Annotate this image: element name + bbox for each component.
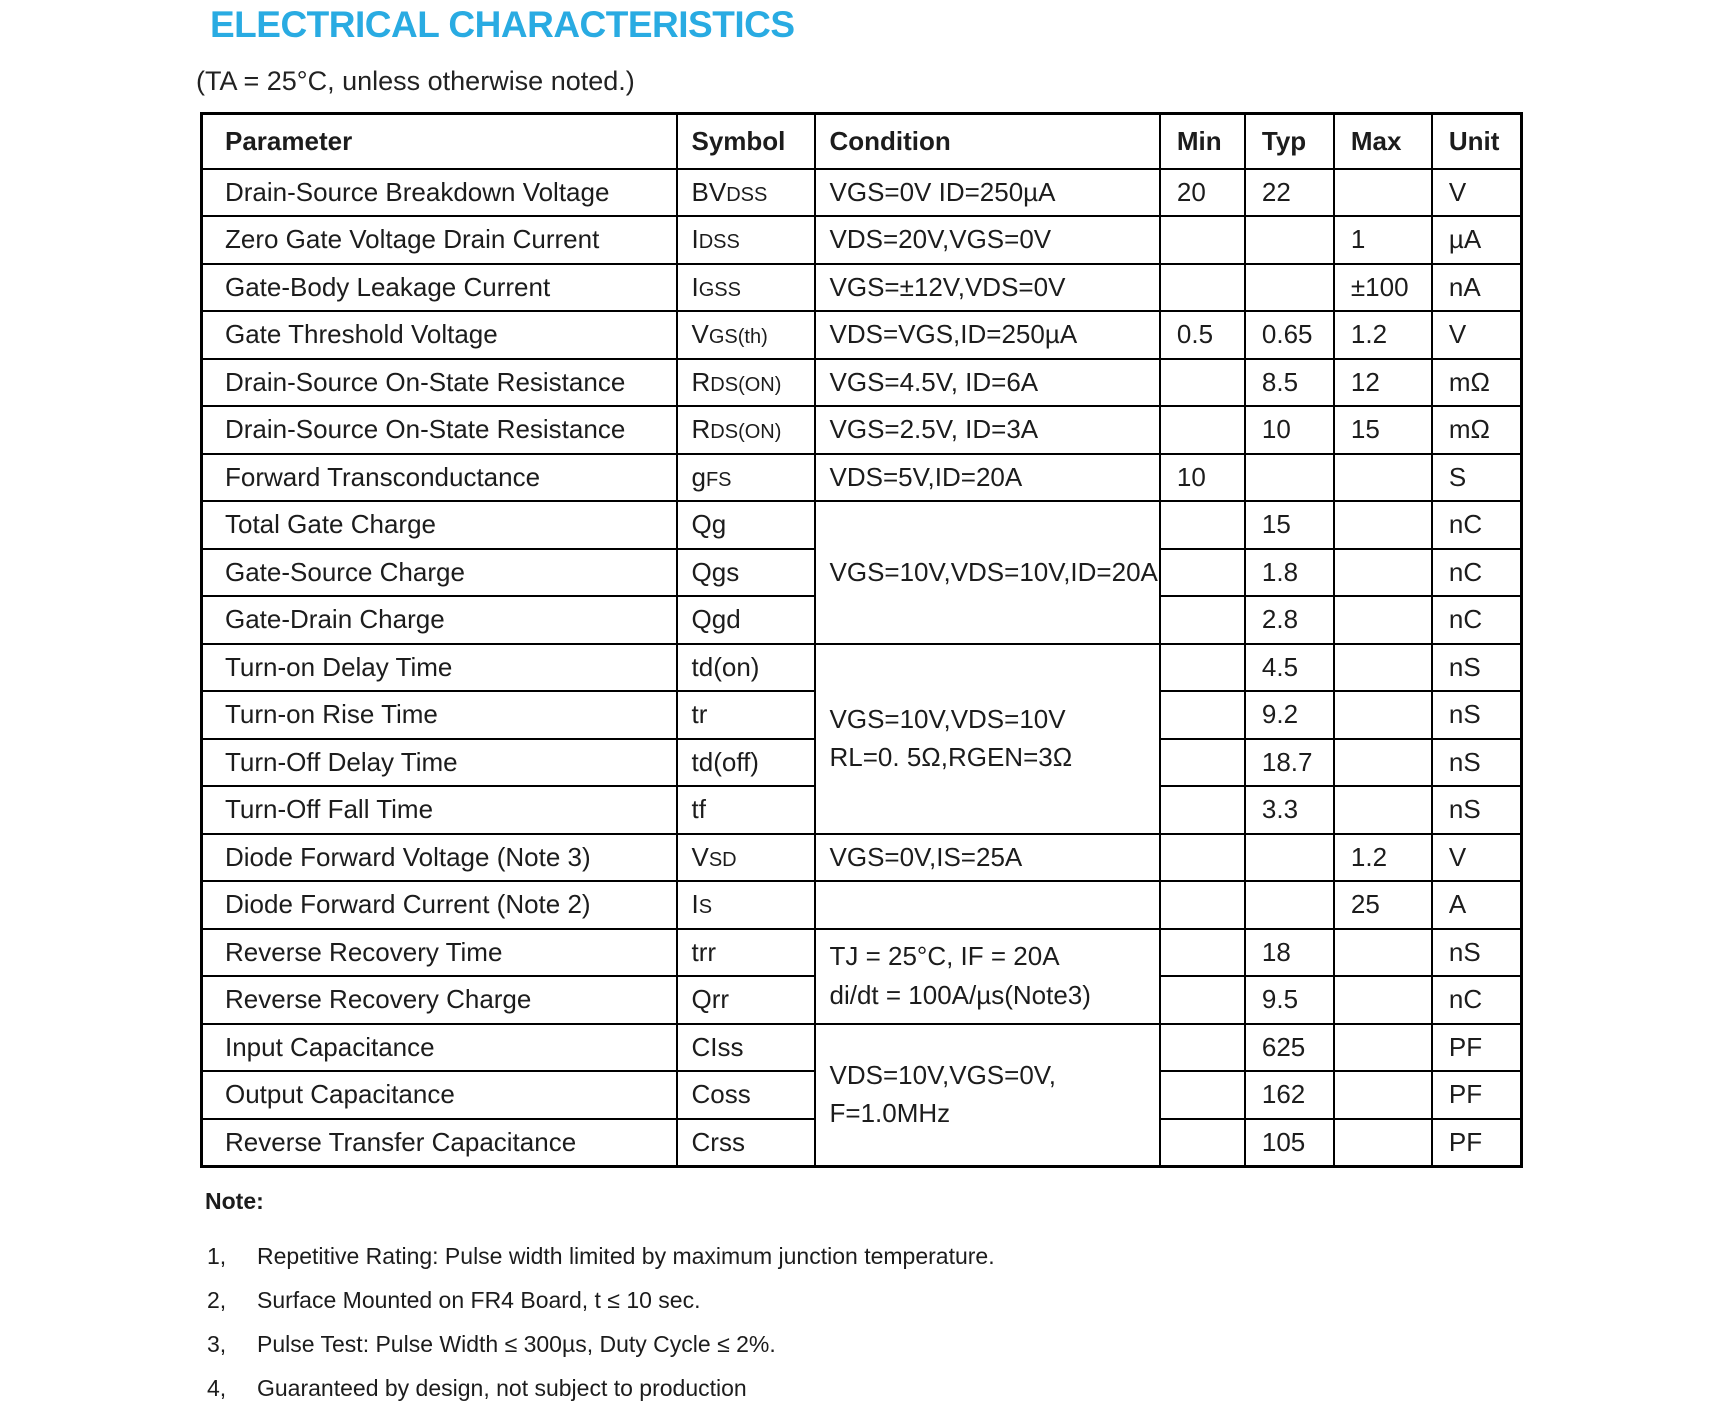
- typ-cell: 625: [1245, 1024, 1334, 1072]
- condition-cell: [815, 406, 1160, 454]
- condition-line: VGS=±12V,VDS=0V: [829, 271, 1066, 302]
- symbol-main: C: [691, 1126, 711, 1157]
- symbol-sub: rr: [698, 936, 717, 967]
- symbol-cell: [677, 1024, 815, 1072]
- max-cell: [1334, 644, 1432, 692]
- condition-cell: [815, 929, 1160, 1024]
- parameter-cell: Gate-Drain Charge: [202, 596, 677, 644]
- unit-cell: mΩ: [1432, 406, 1522, 454]
- col-header-min: Min: [1160, 114, 1245, 169]
- min-cell: [1160, 1071, 1245, 1119]
- min-cell: [1160, 644, 1245, 692]
- condition-cell: [815, 359, 1160, 407]
- symbol-cell: [677, 359, 815, 407]
- min-cell: [1160, 359, 1245, 407]
- condition-cell: [815, 216, 1160, 264]
- condition-line: VGS=4.5V, ID=6A: [829, 366, 1039, 397]
- condition-line: TJ = 25°C, IF = 20A: [829, 941, 1060, 972]
- typ-cell: 9.2: [1245, 691, 1334, 739]
- parameter-cell: Turn-on Delay Time: [202, 644, 677, 692]
- unit-cell: V: [1432, 169, 1522, 217]
- symbol-sub: SD: [708, 848, 737, 871]
- unit-cell: V: [1432, 311, 1522, 359]
- parameter-cell: Drain-Source On-State Resistance: [202, 359, 677, 407]
- unit-cell: nC: [1432, 549, 1522, 597]
- symbol-main: Q: [691, 604, 712, 635]
- max-cell: 25: [1334, 881, 1432, 929]
- max-cell: [1334, 1119, 1432, 1167]
- table-row: [202, 501, 1522, 549]
- min-cell: [1160, 549, 1245, 597]
- typ-cell: 15: [1245, 501, 1334, 549]
- max-cell: [1334, 1024, 1432, 1072]
- parameter-cell: Diode Forward Voltage (Note 3): [202, 834, 677, 882]
- typ-cell: [1245, 216, 1334, 264]
- parameter-cell: Drain-Source Breakdown Voltage: [202, 169, 677, 217]
- min-cell: [1160, 834, 1245, 882]
- note-item: [205, 1287, 1605, 1314]
- unit-cell: PF: [1432, 1071, 1522, 1119]
- condition-line: VGS=10V,VDS=10V: [829, 703, 1066, 734]
- parameter-cell: Reverse Transfer Capacitance: [202, 1119, 677, 1167]
- condition-cell: [815, 501, 1160, 644]
- condition-cell: [815, 644, 1160, 834]
- typ-cell: 10: [1245, 406, 1334, 454]
- symbol-sub: r: [698, 699, 708, 730]
- parameter-cell: Reverse Recovery Time: [202, 929, 677, 977]
- unit-cell: nS: [1432, 644, 1522, 692]
- note-text: Surface Mounted on FR4 Board, t ≤ 10 sec.: [257, 1287, 701, 1313]
- max-cell: 1.2: [1334, 834, 1432, 882]
- max-cell: [1334, 976, 1432, 1024]
- symbol-cell: [677, 596, 815, 644]
- min-cell: [1160, 596, 1245, 644]
- symbol-sub: gs: [711, 556, 740, 587]
- symbol-main: R: [691, 366, 711, 397]
- typ-cell: [1245, 834, 1334, 882]
- unit-cell: V: [1432, 834, 1522, 882]
- symbol-sub: d(off): [698, 746, 759, 777]
- symbol-cell: [677, 1119, 815, 1167]
- table-row: [202, 169, 1522, 217]
- min-cell: [1160, 216, 1245, 264]
- typ-cell: 18: [1245, 929, 1334, 977]
- note-item: [205, 1331, 1605, 1358]
- typ-cell: 8.5: [1245, 359, 1334, 407]
- max-cell: ±100: [1334, 264, 1432, 312]
- unit-cell: nS: [1432, 691, 1522, 739]
- parameter-cell: Turn-on Rise Time: [202, 691, 677, 739]
- symbol-main: C: [691, 1031, 711, 1062]
- symbol-main: I: [691, 271, 699, 302]
- max-cell: [1334, 1071, 1432, 1119]
- min-cell: [1160, 501, 1245, 549]
- min-cell: [1160, 929, 1245, 977]
- condition-line: VDS=VGS,ID=250µA: [829, 319, 1078, 350]
- symbol-sub: DS(ON): [710, 373, 782, 396]
- symbol-cell: [677, 501, 815, 549]
- symbol-main: Q: [691, 984, 712, 1015]
- condition-cell: [815, 311, 1160, 359]
- typ-cell: [1245, 881, 1334, 929]
- unit-cell: S: [1432, 454, 1522, 502]
- min-cell: [1160, 406, 1245, 454]
- symbol-sub: d(on): [698, 651, 760, 682]
- max-cell: [1334, 929, 1432, 977]
- symbol-sub: GS(th): [708, 326, 768, 349]
- symbol-sub: GSS: [698, 278, 741, 301]
- parameter-cell: Turn-Off Fall Time: [202, 786, 677, 834]
- typ-cell: 162: [1245, 1071, 1334, 1119]
- condition-line: F=1.0MHz: [829, 1098, 951, 1128]
- max-cell: [1334, 691, 1432, 739]
- symbol-main: t: [691, 794, 699, 825]
- symbol-sub: gd: [711, 604, 741, 635]
- symbol-cell: [677, 169, 815, 217]
- parameter-cell: Total Gate Charge: [202, 501, 677, 549]
- max-cell: [1334, 454, 1432, 502]
- note-number: 2,: [207, 1287, 227, 1313]
- max-cell: [1334, 501, 1432, 549]
- symbol-sub: Iss: [710, 1031, 744, 1062]
- symbol-cell: [677, 216, 815, 264]
- condition-cell: [815, 834, 1160, 882]
- min-cell: [1160, 1024, 1245, 1072]
- typ-cell: [1245, 454, 1334, 502]
- condition-cell: [815, 881, 1160, 929]
- col-header-parameter: Parameter: [202, 114, 677, 169]
- table-row: [202, 834, 1522, 882]
- unit-cell: nS: [1432, 929, 1522, 977]
- symbol-cell: [677, 311, 815, 359]
- parameter-cell: Zero Gate Voltage Drain Current: [202, 216, 677, 264]
- min-cell: [1160, 1119, 1245, 1167]
- unit-cell: nS: [1432, 786, 1522, 834]
- table-row: [202, 1024, 1522, 1072]
- symbol-main: V: [691, 841, 709, 872]
- parameter-cell: Turn-Off Delay Time: [202, 739, 677, 787]
- condition-line: VGS=0V,IS=25A: [829, 841, 1023, 872]
- symbol-cell: [677, 881, 815, 929]
- condition-cell: [815, 1024, 1160, 1167]
- parameter-cell: Gate-Body Leakage Current: [202, 264, 677, 312]
- parameter-cell: Drain-Source On-State Resistance: [202, 406, 677, 454]
- symbol-cell: [677, 691, 815, 739]
- typ-cell: 22: [1245, 169, 1334, 217]
- parameter-cell: Gate-Source Charge: [202, 549, 677, 597]
- min-cell: 10: [1160, 454, 1245, 502]
- max-cell: 12: [1334, 359, 1432, 407]
- symbol-sub: g: [711, 509, 727, 540]
- symbol-cell: [677, 264, 815, 312]
- typ-cell: 9.5: [1245, 976, 1334, 1024]
- parameter-cell: Output Capacitance: [202, 1071, 677, 1119]
- condition-line: VGS=2.5V, ID=3A: [829, 414, 1039, 445]
- symbol-cell: [677, 644, 815, 692]
- condition-line: di/dt = 100A/µs(Note3): [829, 979, 1091, 1010]
- min-cell: 0.5: [1160, 311, 1245, 359]
- page-title: ELECTRICAL CHARACTERISTICS: [210, 4, 795, 45]
- min-cell: [1160, 976, 1245, 1024]
- unit-cell: PF: [1432, 1119, 1522, 1167]
- symbol-sub: oss: [710, 1079, 751, 1110]
- symbol-main: Q: [691, 509, 712, 540]
- parameter-cell: Reverse Recovery Charge: [202, 976, 677, 1024]
- note-item: [205, 1243, 1605, 1270]
- max-cell: [1334, 786, 1432, 834]
- symbol-sub: DS(ON): [710, 421, 782, 444]
- max-cell: 1.2: [1334, 311, 1432, 359]
- symbol-main: Q: [691, 556, 712, 587]
- max-cell: [1334, 169, 1432, 217]
- symbol-main: I: [691, 889, 699, 920]
- symbol-sub: rr: [711, 984, 730, 1015]
- table-row: [202, 929, 1522, 977]
- parameter-cell: Forward Transconductance: [202, 454, 677, 502]
- condition-line: VGS=0V ID=250µA: [829, 176, 1056, 207]
- min-cell: 20: [1160, 169, 1245, 217]
- symbol-sub: FS: [705, 468, 732, 491]
- table-row: [202, 311, 1522, 359]
- symbol-sub: DSS: [698, 231, 740, 254]
- min-cell: [1160, 739, 1245, 787]
- condition-line: VDS=10V,VGS=0V,: [829, 1059, 1056, 1090]
- symbol-cell: [677, 549, 815, 597]
- min-cell: [1160, 786, 1245, 834]
- unit-cell: nC: [1432, 976, 1522, 1024]
- condition-cell: [815, 169, 1160, 217]
- parameter-cell: Gate Threshold Voltage: [202, 311, 677, 359]
- symbol-main: t: [691, 746, 699, 777]
- condition-line: RL=0. 5Ω,RGEN=3Ω: [829, 742, 1073, 772]
- unit-cell: µA: [1432, 216, 1522, 264]
- condition-line: VDS=5V,ID=20A: [829, 461, 1023, 492]
- note-text: Guaranteed by design, not subject to production: [257, 1375, 747, 1401]
- typ-cell: 0.65: [1245, 311, 1334, 359]
- typ-cell: 4.5: [1245, 644, 1334, 692]
- unit-cell: PF: [1432, 1024, 1522, 1072]
- table-row: [202, 454, 1522, 502]
- symbol-cell: [677, 739, 815, 787]
- min-cell: [1160, 264, 1245, 312]
- symbol-sub: f: [698, 794, 706, 825]
- symbol-main: BV: [691, 176, 727, 207]
- max-cell: 15: [1334, 406, 1432, 454]
- parameter-cell: Input Capacitance: [202, 1024, 677, 1072]
- symbol-sub: DSS: [726, 183, 768, 206]
- notes-list: [205, 1243, 1605, 1402]
- table-row: [202, 216, 1522, 264]
- notes-heading: Note:: [205, 1188, 264, 1214]
- col-header-max: Max: [1334, 114, 1432, 169]
- note-number: 1,: [207, 1243, 227, 1269]
- unit-cell: A: [1432, 881, 1522, 929]
- condition-line: VGS=10V,VDS=10V,ID=20A: [829, 556, 1158, 587]
- symbol-cell: [677, 834, 815, 882]
- parameter-cell: Diode Forward Current (Note 2): [202, 881, 677, 929]
- max-cell: [1334, 596, 1432, 644]
- condition-cell: [815, 264, 1160, 312]
- unit-cell: nC: [1432, 596, 1522, 644]
- table-row: [202, 264, 1522, 312]
- unit-cell: mΩ: [1432, 359, 1522, 407]
- typ-cell: 2.8: [1245, 596, 1334, 644]
- table-row: [202, 644, 1522, 692]
- symbol-cell: [677, 976, 815, 1024]
- min-cell: [1160, 881, 1245, 929]
- typ-cell: 105: [1245, 1119, 1334, 1167]
- unit-cell: nC: [1432, 501, 1522, 549]
- col-header-unit: Unit: [1432, 114, 1522, 169]
- condition-line: VDS=20V,VGS=0V: [829, 224, 1052, 255]
- symbol-main: g: [691, 461, 706, 492]
- condition-cell: [815, 454, 1160, 502]
- max-cell: [1334, 739, 1432, 787]
- symbol-main: I: [691, 224, 699, 255]
- page-subtitle: (TA = 25°C, unless otherwise noted.): [196, 66, 635, 96]
- electrical-characteristics-table: [200, 112, 1523, 1168]
- typ-cell: [1245, 264, 1334, 312]
- max-cell: [1334, 549, 1432, 597]
- table-header-row: [202, 114, 1522, 169]
- table-row: [202, 359, 1522, 407]
- note-number: 3,: [207, 1331, 227, 1357]
- col-header-symbol: Symbol: [677, 114, 815, 169]
- typ-cell: 1.8: [1245, 549, 1334, 597]
- max-cell: 1: [1334, 216, 1432, 264]
- col-header-condition: Condition: [815, 114, 1160, 169]
- typ-cell: 18.7: [1245, 739, 1334, 787]
- table-row: [202, 406, 1522, 454]
- note-item: [205, 1375, 1605, 1402]
- symbol-main: t: [691, 936, 699, 967]
- symbol-sub: S: [698, 896, 713, 919]
- notes-section: [205, 1188, 1605, 1419]
- col-header-typ: Typ: [1245, 114, 1334, 169]
- symbol-sub: rss: [710, 1126, 745, 1157]
- table-row: [202, 881, 1522, 929]
- symbol-main: t: [691, 651, 699, 682]
- symbol-cell: [677, 929, 815, 977]
- note-text: Repetitive Rating: Pulse width limited by maximum junction temperature.: [257, 1243, 995, 1269]
- unit-cell: nS: [1432, 739, 1522, 787]
- symbol-cell: [677, 1071, 815, 1119]
- symbol-main: C: [691, 1079, 711, 1110]
- unit-cell: nA: [1432, 264, 1522, 312]
- symbol-cell: [677, 786, 815, 834]
- symbol-cell: [677, 454, 815, 502]
- symbol-main: V: [691, 319, 709, 350]
- symbol-main: R: [691, 414, 711, 445]
- symbol-cell: [677, 406, 815, 454]
- note-number: 4,: [207, 1375, 227, 1401]
- symbol-main: t: [691, 699, 699, 730]
- note-text: Pulse Test: Pulse Width ≤ 300µs, Duty Cycle ≤ 2%.: [257, 1331, 776, 1357]
- typ-cell: 3.3: [1245, 786, 1334, 834]
- min-cell: [1160, 691, 1245, 739]
